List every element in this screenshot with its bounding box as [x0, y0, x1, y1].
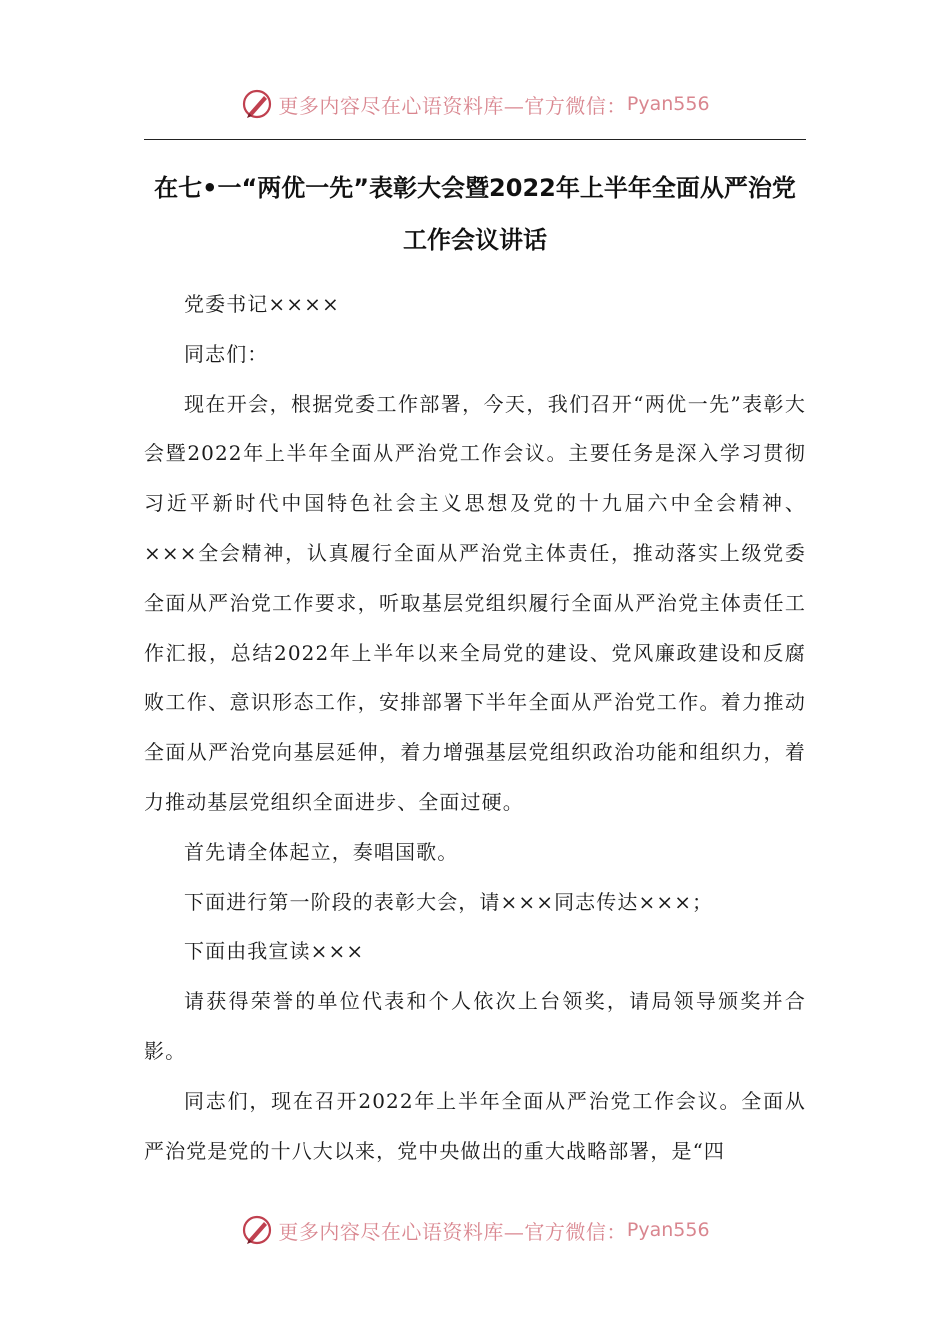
watermark-wechat-id: Pyan556	[626, 93, 710, 115]
watermark-wechat-id: Pyan556	[626, 1219, 710, 1241]
paragraph-meeting: 同志们，现在召开2022年上半年全面从严治党工作会议。全面从严治党是党的十八大以来，党中央做出的重大战略部署，是“四	[144, 1088, 806, 1163]
header-divider	[144, 139, 806, 140]
paragraph-awards: 请获得荣誉的单位代表和个人依次上台领奖，请局领导颁奖并合影。	[144, 989, 806, 1063]
paragraph-reading: 下面由我宣读×××	[184, 939, 365, 964]
salutation: 同志们：	[184, 341, 269, 366]
document-title: 在七•一“两优一先”表彰大会暨2022年上半年全面从严治党工作会议讲话	[154, 174, 796, 254]
watermark-text: 更多内容尽在心语资料库—官方微信：	[278, 93, 627, 118]
pen-logo-icon	[240, 1213, 274, 1247]
pen-logo-icon	[240, 87, 274, 121]
paragraph-anthem: 首先请全体起立，奏唱国歌。	[184, 839, 459, 864]
footer-watermark	[0, 1208, 950, 1252]
watermark-text: 更多内容尽在心语资料库—官方微信：	[278, 1219, 627, 1244]
header-watermark	[0, 82, 950, 126]
paragraph-intro: 现在开会，根据党委工作部署，今天，我们召开“两优一先”表彰大会暨2022年上半年全面从严治党工作会议。主要任务是深入学习贯彻习近平新时代中国特色社会主义思想及党的十九届六中全会精神、×××全会精神，认真履行全面从严治党主体责任，推动落实上级党委全面从严治党工作要求，听取基层党组织履行全面从严治党主体责任工作汇报，总结2022年上半年以来全局党的建设、党风廉政建设和反腐败工作、意识形态工作，安排部署下半年全面从严治党工作。着力推动全面从严治党向基层延伸，着力增强基层党组织政治功能和组织力，着力推动基层党组织全面进步、全面过硬。	[144, 391, 806, 814]
speaker-line: 党委书记××××	[184, 292, 340, 316]
paragraph-stage-one: 下面进行第一阶段的表彰大会，请×××同志传达×××；	[184, 889, 714, 914]
document-body	[144, 280, 806, 1176]
